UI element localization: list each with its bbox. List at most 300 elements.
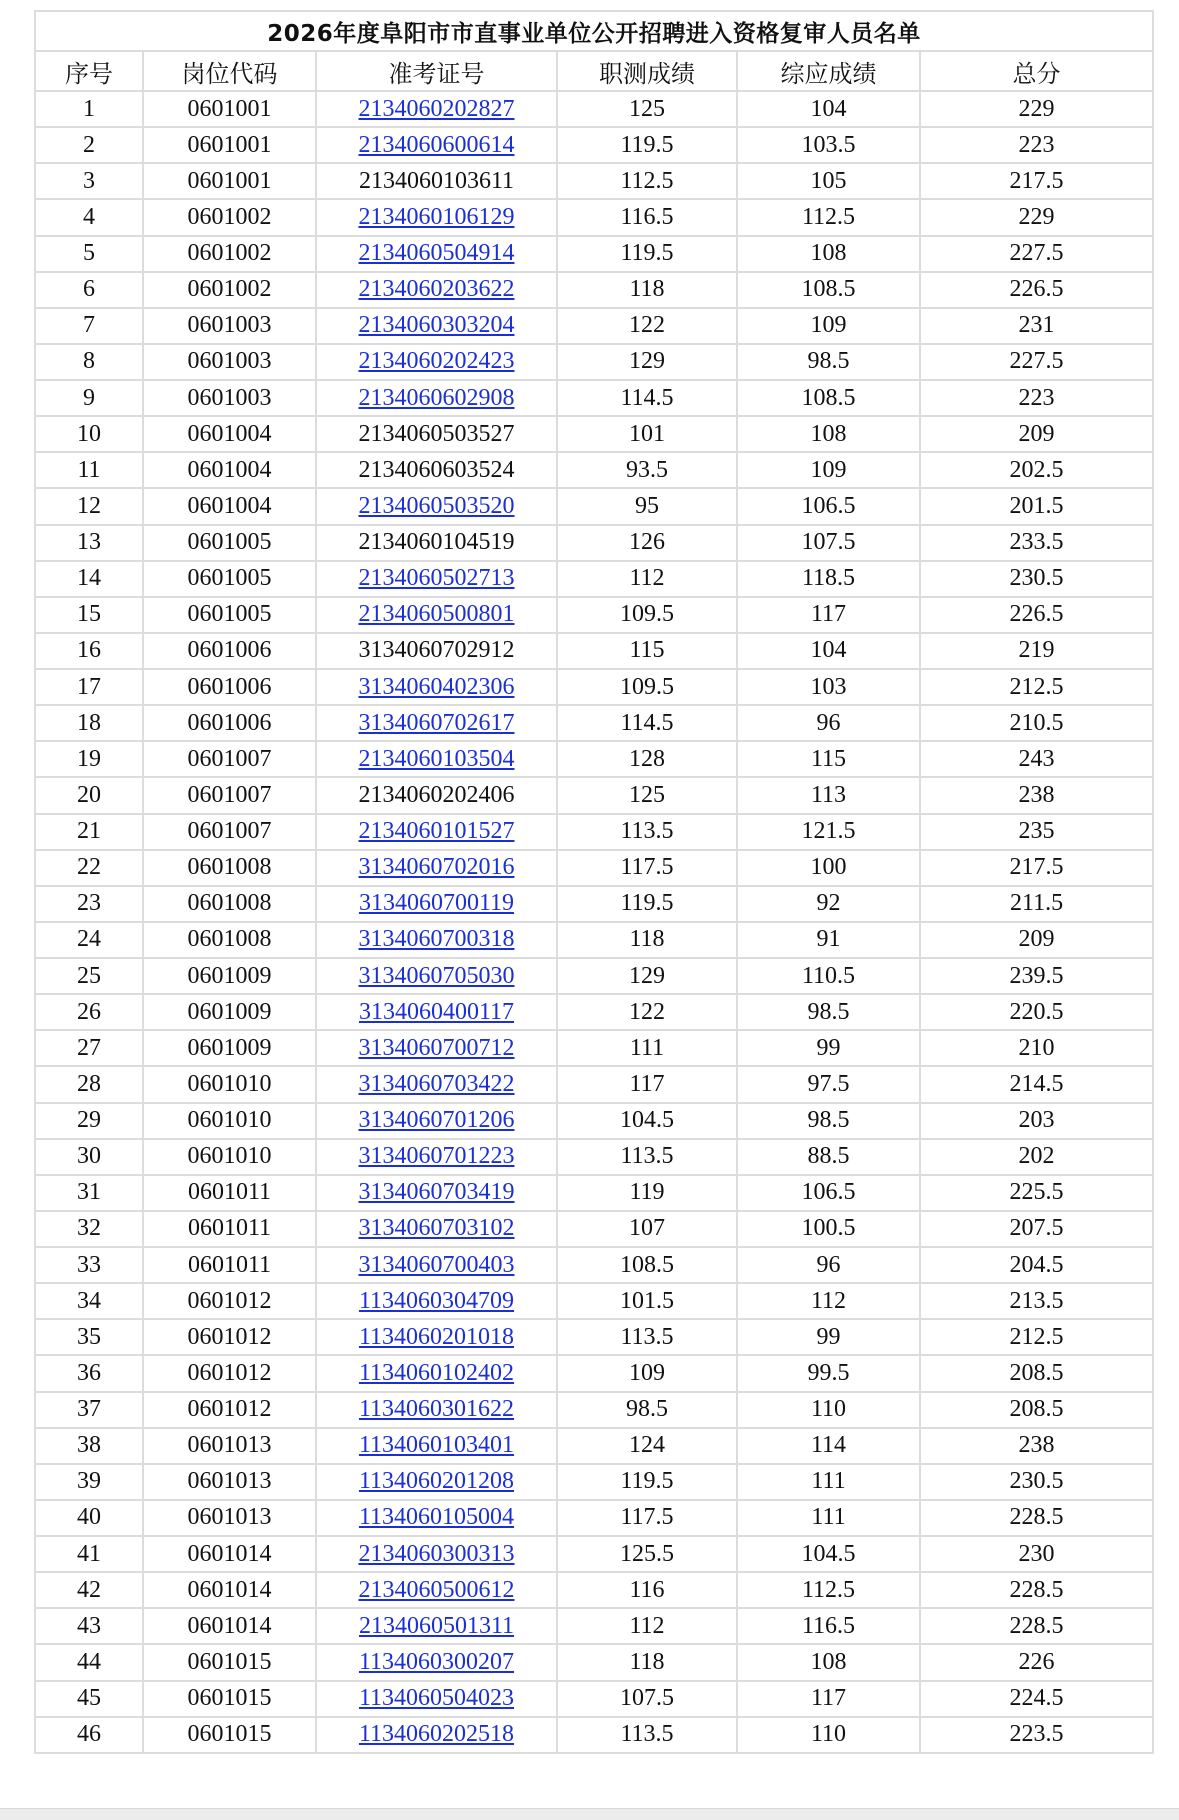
cell-post-code: 0601011 bbox=[144, 1212, 317, 1248]
cell-exam-id bbox=[317, 1212, 558, 1248]
cell-no: 28 bbox=[36, 1067, 144, 1103]
cell-aptitude-score: 115 bbox=[558, 634, 738, 670]
exam-id-link[interactable]: 3134060400117 bbox=[358, 998, 515, 1025]
cell-aptitude-score: 126 bbox=[558, 526, 738, 562]
table-row bbox=[36, 417, 1154, 453]
title-row bbox=[36, 12, 1154, 52]
table-row bbox=[36, 200, 1154, 236]
exam-id-link[interactable]: 3134060705030 bbox=[358, 962, 515, 989]
cell-total-score: 202.5 bbox=[921, 453, 1154, 489]
cell-exam-id bbox=[317, 1573, 558, 1609]
cell-no: 43 bbox=[36, 1609, 144, 1645]
cell-comprehensive-score: 110.5 bbox=[738, 959, 921, 995]
cell-exam-id bbox=[317, 706, 558, 742]
cell-comprehensive-score: 110 bbox=[738, 1393, 921, 1429]
cell-aptitude-score: 111 bbox=[558, 1031, 738, 1067]
table-row bbox=[36, 345, 1154, 381]
cell-post-code: 0601009 bbox=[144, 995, 317, 1031]
cell-aptitude-score: 112 bbox=[558, 1609, 738, 1645]
cell-exam-id bbox=[317, 128, 558, 164]
table-row bbox=[36, 128, 1154, 164]
cell-no: 17 bbox=[36, 670, 144, 706]
cell-no: 22 bbox=[36, 851, 144, 887]
cell-post-code: 0601015 bbox=[144, 1682, 317, 1718]
cell-post-code: 0601007 bbox=[144, 778, 317, 814]
cell-comprehensive-score: 109 bbox=[738, 309, 921, 345]
cell-aptitude-score: 112 bbox=[558, 562, 738, 598]
cell-no: 9 bbox=[36, 381, 144, 417]
cell-total-score: 243 bbox=[921, 742, 1154, 778]
cell-exam-id bbox=[317, 1104, 558, 1140]
cell-no: 6 bbox=[36, 273, 144, 309]
cell-post-code: 0601001 bbox=[144, 92, 317, 128]
cell-no: 18 bbox=[36, 706, 144, 742]
cell-total-score: 201.5 bbox=[921, 489, 1154, 525]
cell-post-code: 0601012 bbox=[144, 1320, 317, 1356]
cell-exam-id bbox=[317, 1537, 558, 1573]
cell-exam-id: 2134060202406 bbox=[317, 778, 558, 814]
exam-id-link[interactable]: 1134060301622 bbox=[358, 1396, 515, 1423]
exam-id-link[interactable]: 3134060700403 bbox=[358, 1251, 515, 1278]
cell-comprehensive-score: 98.5 bbox=[738, 1104, 921, 1140]
cell-exam-id bbox=[317, 1320, 558, 1356]
cell-exam-id bbox=[317, 923, 558, 959]
cell-post-code: 0601006 bbox=[144, 670, 317, 706]
cell-exam-id bbox=[317, 670, 558, 706]
cell-comprehensive-score: 98.5 bbox=[738, 345, 921, 381]
exam-id-link[interactable]: 3134060402306 bbox=[358, 673, 515, 700]
cell-exam-id bbox=[317, 200, 558, 236]
cell-comprehensive-score: 99 bbox=[738, 1320, 921, 1356]
cell-no: 25 bbox=[36, 959, 144, 995]
cell-exam-id bbox=[317, 887, 558, 923]
cell-total-score: 227.5 bbox=[921, 237, 1154, 273]
cell-post-code: 0601004 bbox=[144, 489, 317, 525]
cell-post-code: 0601008 bbox=[144, 887, 317, 923]
exam-id-link[interactable]: 2134060106129 bbox=[358, 203, 515, 230]
table-row bbox=[36, 851, 1154, 887]
cell-comprehensive-score: 117 bbox=[738, 1682, 921, 1718]
cell-aptitude-score: 119.5 bbox=[558, 1465, 738, 1501]
cell-comprehensive-score: 99.5 bbox=[738, 1356, 921, 1392]
exam-id-link[interactable]: 1134060504023 bbox=[358, 1685, 515, 1712]
exam-id-link[interactable]: 3134060701206 bbox=[358, 1107, 515, 1134]
col-header-comprehensive-score: 综应成绩 bbox=[738, 52, 921, 92]
exam-id-link[interactable]: 2134060503520 bbox=[358, 492, 515, 519]
table-row bbox=[36, 1501, 1154, 1537]
exam-id-link[interactable]: 3134060700119 bbox=[358, 890, 515, 917]
cell-exam-id bbox=[317, 1609, 558, 1645]
table-row bbox=[36, 381, 1154, 417]
cell-total-score: 238 bbox=[921, 1429, 1154, 1465]
cell-comprehensive-score: 111 bbox=[738, 1501, 921, 1537]
cell-no: 11 bbox=[36, 453, 144, 489]
cell-total-score: 220.5 bbox=[921, 995, 1154, 1031]
cell-post-code: 0601012 bbox=[144, 1284, 317, 1320]
exam-id-link[interactable]: 1134060304709 bbox=[358, 1287, 515, 1314]
exam-id-link[interactable]: 3134060703102 bbox=[358, 1215, 515, 1242]
cell-comprehensive-score: 104 bbox=[738, 92, 921, 128]
table-row bbox=[36, 309, 1154, 345]
cell-aptitude-score: 109.5 bbox=[558, 670, 738, 706]
results-table bbox=[34, 10, 1154, 1754]
cell-post-code: 0601012 bbox=[144, 1356, 317, 1392]
exam-id-link[interactable]: 2134060602908 bbox=[358, 384, 515, 411]
exam-id-link[interactable]: 1134060201208 bbox=[358, 1468, 515, 1495]
exam-id-link[interactable]: 2134060202827 bbox=[358, 95, 515, 122]
cell-aptitude-score: 125 bbox=[558, 778, 738, 814]
cell-post-code: 0601014 bbox=[144, 1573, 317, 1609]
cell-post-code: 0601001 bbox=[144, 164, 317, 200]
cell-total-score: 230 bbox=[921, 1537, 1154, 1573]
cell-exam-id bbox=[317, 562, 558, 598]
cell-exam-id bbox=[317, 1248, 558, 1284]
table-row bbox=[36, 778, 1154, 814]
cell-exam-id bbox=[317, 742, 558, 778]
cell-exam-id bbox=[317, 1682, 558, 1718]
cell-aptitude-score: 125.5 bbox=[558, 1537, 738, 1573]
cell-comprehensive-score: 103.5 bbox=[738, 128, 921, 164]
cell-post-code: 0601011 bbox=[144, 1176, 317, 1212]
cell-total-score: 208.5 bbox=[921, 1356, 1154, 1392]
cell-no: 1 bbox=[36, 92, 144, 128]
exam-id-link[interactable]: 3134060702016 bbox=[358, 854, 515, 881]
cell-comprehensive-score: 103 bbox=[738, 670, 921, 706]
cell-comprehensive-score: 99 bbox=[738, 1031, 921, 1067]
cell-no: 5 bbox=[36, 237, 144, 273]
cell-comprehensive-score: 100 bbox=[738, 851, 921, 887]
exam-id-link[interactable]: 3134060700318 bbox=[358, 926, 515, 953]
cell-exam-id bbox=[317, 273, 558, 309]
cell-exam-id bbox=[317, 1176, 558, 1212]
cell-no: 44 bbox=[36, 1645, 144, 1681]
cell-no: 27 bbox=[36, 1031, 144, 1067]
cell-no: 39 bbox=[36, 1465, 144, 1501]
cell-exam-id bbox=[317, 489, 558, 525]
cell-exam-id: 2134060103611 bbox=[317, 164, 558, 200]
table-row bbox=[36, 995, 1154, 1031]
cell-total-score: 226 bbox=[921, 1645, 1154, 1681]
cell-comprehensive-score: 96 bbox=[738, 1248, 921, 1284]
cell-aptitude-score: 117 bbox=[558, 1067, 738, 1103]
cell-comprehensive-score: 109 bbox=[738, 453, 921, 489]
cell-total-score: 210.5 bbox=[921, 706, 1154, 742]
cell-comprehensive-score: 106.5 bbox=[738, 489, 921, 525]
exam-id-link[interactable]: 1134060105004 bbox=[358, 1504, 515, 1531]
table-row bbox=[36, 92, 1154, 128]
exam-id-link[interactable]: 2134060504914 bbox=[358, 240, 515, 267]
table-row bbox=[36, 887, 1154, 923]
exam-id-link[interactable]: 3134060700712 bbox=[358, 1034, 515, 1061]
cell-aptitude-score: 98.5 bbox=[558, 1393, 738, 1429]
table-row bbox=[36, 1393, 1154, 1429]
exam-id-link[interactable]: 3134060702617 bbox=[358, 709, 515, 736]
cell-exam-id bbox=[317, 1465, 558, 1501]
exam-id-link[interactable]: 3134060703419 bbox=[358, 1179, 515, 1206]
cell-post-code: 0601012 bbox=[144, 1393, 317, 1429]
cell-total-score: 238 bbox=[921, 778, 1154, 814]
cell-post-code: 0601001 bbox=[144, 128, 317, 164]
table-row bbox=[36, 1573, 1154, 1609]
cell-exam-id bbox=[317, 381, 558, 417]
table-row bbox=[36, 273, 1154, 309]
cell-post-code: 0601015 bbox=[144, 1718, 317, 1754]
cell-aptitude-score: 101 bbox=[558, 417, 738, 453]
cell-post-code: 0601004 bbox=[144, 453, 317, 489]
exam-id-link[interactable]: 1134060102402 bbox=[358, 1359, 515, 1386]
exam-id-link[interactable]: 3134060701223 bbox=[358, 1143, 515, 1170]
cell-post-code: 0601002 bbox=[144, 273, 317, 309]
cell-post-code: 0601002 bbox=[144, 237, 317, 273]
cell-total-score: 219 bbox=[921, 634, 1154, 670]
cell-total-score: 212.5 bbox=[921, 1320, 1154, 1356]
exam-id-link[interactable]: 2134060501311 bbox=[358, 1612, 515, 1639]
cell-exam-id bbox=[317, 1429, 558, 1465]
table-row bbox=[36, 1465, 1154, 1501]
cell-aptitude-score: 119.5 bbox=[558, 128, 738, 164]
cell-post-code: 0601013 bbox=[144, 1501, 317, 1537]
exam-id-link[interactable]: 2134060300313 bbox=[358, 1540, 515, 1567]
table-row bbox=[36, 742, 1154, 778]
cell-total-score: 202 bbox=[921, 1140, 1154, 1176]
exam-id-link[interactable]: 2134060500801 bbox=[358, 601, 515, 628]
exam-id-link[interactable]: 1134060103401 bbox=[358, 1432, 515, 1459]
cell-no: 38 bbox=[36, 1429, 144, 1465]
table-row bbox=[36, 1031, 1154, 1067]
exam-id-link[interactable]: 2134060101527 bbox=[358, 818, 515, 845]
cell-no: 32 bbox=[36, 1212, 144, 1248]
cell-total-score: 217.5 bbox=[921, 851, 1154, 887]
cell-comprehensive-score: 112 bbox=[738, 1284, 921, 1320]
cell-aptitude-score: 117.5 bbox=[558, 851, 738, 887]
cell-comprehensive-score: 108 bbox=[738, 237, 921, 273]
exam-id-link[interactable]: 2134060202423 bbox=[358, 348, 515, 375]
table-row bbox=[36, 1537, 1154, 1573]
cell-total-score: 228.5 bbox=[921, 1501, 1154, 1537]
table-row bbox=[36, 1320, 1154, 1356]
col-header-exam-id: 准考证号 bbox=[317, 52, 558, 92]
exam-id-link[interactable]: 3134060703422 bbox=[358, 1070, 515, 1097]
table-row bbox=[36, 1429, 1154, 1465]
cell-total-score: 230.5 bbox=[921, 562, 1154, 598]
cell-comprehensive-score: 105 bbox=[738, 164, 921, 200]
exam-id-link[interactable]: 2134060600614 bbox=[358, 131, 515, 158]
cell-aptitude-score: 93.5 bbox=[558, 453, 738, 489]
cell-no: 4 bbox=[36, 200, 144, 236]
cell-exam-id: 2134060503527 bbox=[317, 417, 558, 453]
cell-post-code: 0601008 bbox=[144, 923, 317, 959]
cell-comprehensive-score: 97.5 bbox=[738, 1067, 921, 1103]
cell-no: 37 bbox=[36, 1393, 144, 1429]
cell-no: 3 bbox=[36, 164, 144, 200]
cell-no: 19 bbox=[36, 742, 144, 778]
exam-id-link[interactable]: 1134060202518 bbox=[358, 1721, 515, 1748]
exam-id-link[interactable]: 1134060300207 bbox=[358, 1648, 515, 1675]
cell-aptitude-score: 116 bbox=[558, 1573, 738, 1609]
cell-comprehensive-score: 104 bbox=[738, 634, 921, 670]
table-row bbox=[36, 1682, 1154, 1718]
table-row bbox=[36, 1718, 1154, 1754]
cell-exam-id bbox=[317, 1501, 558, 1537]
cell-aptitude-score: 118 bbox=[558, 923, 738, 959]
cell-post-code: 0601003 bbox=[144, 345, 317, 381]
exam-id-link[interactable]: 2134060103504 bbox=[358, 745, 515, 772]
cell-aptitude-score: 124 bbox=[558, 1429, 738, 1465]
table-row bbox=[36, 1284, 1154, 1320]
cell-no: 26 bbox=[36, 995, 144, 1031]
cell-comprehensive-score: 110 bbox=[738, 1718, 921, 1754]
table-row bbox=[36, 959, 1154, 995]
table-row bbox=[36, 1609, 1154, 1645]
cell-aptitude-score: 108.5 bbox=[558, 1248, 738, 1284]
cell-total-score: 228.5 bbox=[921, 1609, 1154, 1645]
cell-exam-id bbox=[317, 309, 558, 345]
table-row bbox=[36, 489, 1154, 525]
cell-exam-id bbox=[317, 1140, 558, 1176]
table-row bbox=[36, 1248, 1154, 1284]
cell-post-code: 0601015 bbox=[144, 1645, 317, 1681]
cell-post-code: 0601013 bbox=[144, 1429, 317, 1465]
cell-post-code: 0601009 bbox=[144, 1031, 317, 1067]
cell-aptitude-score: 113.5 bbox=[558, 815, 738, 851]
cell-post-code: 0601005 bbox=[144, 598, 317, 634]
cell-no: 30 bbox=[36, 1140, 144, 1176]
table-row bbox=[36, 237, 1154, 273]
cell-exam-id bbox=[317, 1067, 558, 1103]
table-row bbox=[36, 706, 1154, 742]
cell-total-score: 213.5 bbox=[921, 1284, 1154, 1320]
cell-aptitude-score: 113.5 bbox=[558, 1718, 738, 1754]
cell-total-score: 235 bbox=[921, 815, 1154, 851]
cell-aptitude-score: 118 bbox=[558, 273, 738, 309]
cell-no: 7 bbox=[36, 309, 144, 345]
bottom-edge-bar bbox=[0, 1808, 1179, 1820]
cell-comprehensive-score: 106.5 bbox=[738, 1176, 921, 1212]
cell-post-code: 0601002 bbox=[144, 200, 317, 236]
cell-exam-id bbox=[317, 815, 558, 851]
cell-post-code: 0601013 bbox=[144, 1465, 317, 1501]
cell-post-code: 0601009 bbox=[144, 959, 317, 995]
cell-total-score: 210 bbox=[921, 1031, 1154, 1067]
page-title: 2026年度阜阳市市直事业单位公开招聘进入资格复审人员名单 bbox=[36, 12, 1154, 52]
cell-post-code: 0601010 bbox=[144, 1104, 317, 1140]
table-row bbox=[36, 923, 1154, 959]
cell-no: 13 bbox=[36, 526, 144, 562]
cell-comprehensive-score: 118.5 bbox=[738, 562, 921, 598]
table-row bbox=[36, 164, 1154, 200]
cell-comprehensive-score: 108 bbox=[738, 1645, 921, 1681]
exam-id-link[interactable]: 2134060500612 bbox=[358, 1576, 515, 1603]
cell-comprehensive-score: 98.5 bbox=[738, 995, 921, 1031]
cell-exam-id bbox=[317, 598, 558, 634]
cell-post-code: 0601004 bbox=[144, 417, 317, 453]
cell-comprehensive-score: 112.5 bbox=[738, 200, 921, 236]
cell-aptitude-score: 101.5 bbox=[558, 1284, 738, 1320]
cell-no: 34 bbox=[36, 1284, 144, 1320]
cell-exam-id bbox=[317, 995, 558, 1031]
cell-comprehensive-score: 113 bbox=[738, 778, 921, 814]
exam-id-link[interactable]: 2134060203622 bbox=[358, 276, 515, 303]
cell-no: 24 bbox=[36, 923, 144, 959]
cell-comprehensive-score: 112.5 bbox=[738, 1573, 921, 1609]
cell-aptitude-score: 114.5 bbox=[558, 706, 738, 742]
cell-no: 33 bbox=[36, 1248, 144, 1284]
cell-total-score: 228.5 bbox=[921, 1573, 1154, 1609]
cell-no: 12 bbox=[36, 489, 144, 525]
cell-total-score: 203 bbox=[921, 1104, 1154, 1140]
cell-exam-id bbox=[317, 1284, 558, 1320]
cell-comprehensive-score: 92 bbox=[738, 887, 921, 923]
cell-comprehensive-score: 107.5 bbox=[738, 526, 921, 562]
cell-aptitude-score: 116.5 bbox=[558, 200, 738, 236]
cell-post-code: 0601006 bbox=[144, 706, 317, 742]
cell-no: 2 bbox=[36, 128, 144, 164]
table-row bbox=[36, 562, 1154, 598]
cell-no: 20 bbox=[36, 778, 144, 814]
cell-no: 8 bbox=[36, 345, 144, 381]
cell-exam-id bbox=[317, 1356, 558, 1392]
cell-no: 10 bbox=[36, 417, 144, 453]
cell-post-code: 0601011 bbox=[144, 1248, 317, 1284]
col-header-total-score: 总分 bbox=[921, 52, 1154, 92]
cell-total-score: 230.5 bbox=[921, 1465, 1154, 1501]
cell-post-code: 0601008 bbox=[144, 851, 317, 887]
cell-total-score: 207.5 bbox=[921, 1212, 1154, 1248]
cell-post-code: 0601006 bbox=[144, 634, 317, 670]
cell-comprehensive-score: 104.5 bbox=[738, 1537, 921, 1573]
exam-id-link[interactable]: 2134060303204 bbox=[358, 312, 515, 339]
table-row bbox=[36, 1104, 1154, 1140]
cell-aptitude-score: 95 bbox=[558, 489, 738, 525]
cell-no: 35 bbox=[36, 1320, 144, 1356]
cell-total-score: 224.5 bbox=[921, 1682, 1154, 1718]
cell-no: 40 bbox=[36, 1501, 144, 1537]
cell-no: 41 bbox=[36, 1537, 144, 1573]
table-row bbox=[36, 1212, 1154, 1248]
cell-exam-id: 2134060104519 bbox=[317, 526, 558, 562]
cell-aptitude-score: 119 bbox=[558, 1176, 738, 1212]
cell-aptitude-score: 107 bbox=[558, 1212, 738, 1248]
cell-total-score: 217.5 bbox=[921, 164, 1154, 200]
cell-aptitude-score: 109.5 bbox=[558, 598, 738, 634]
table-body bbox=[36, 92, 1154, 1754]
exam-id-link[interactable]: 1134060201018 bbox=[358, 1323, 515, 1350]
exam-id-link[interactable]: 2134060502713 bbox=[358, 565, 515, 592]
table-row bbox=[36, 598, 1154, 634]
cell-post-code: 0601005 bbox=[144, 562, 317, 598]
table-row bbox=[36, 634, 1154, 670]
cell-total-score: 223 bbox=[921, 128, 1154, 164]
cell-exam-id bbox=[317, 1031, 558, 1067]
cell-total-score: 209 bbox=[921, 417, 1154, 453]
cell-aptitude-score: 107.5 bbox=[558, 1682, 738, 1718]
cell-aptitude-score: 104.5 bbox=[558, 1104, 738, 1140]
cell-total-score: 204.5 bbox=[921, 1248, 1154, 1284]
cell-exam-id bbox=[317, 851, 558, 887]
cell-exam-id bbox=[317, 1718, 558, 1754]
cell-total-score: 239.5 bbox=[921, 959, 1154, 995]
cell-comprehensive-score: 96 bbox=[738, 706, 921, 742]
cell-comprehensive-score: 91 bbox=[738, 923, 921, 959]
cell-no: 36 bbox=[36, 1356, 144, 1392]
header-row bbox=[36, 52, 1154, 92]
cell-total-score: 226.5 bbox=[921, 273, 1154, 309]
table-row bbox=[36, 1067, 1154, 1103]
cell-no: 14 bbox=[36, 562, 144, 598]
cell-comprehensive-score: 100.5 bbox=[738, 1212, 921, 1248]
cell-aptitude-score: 117.5 bbox=[558, 1501, 738, 1537]
table-row bbox=[36, 453, 1154, 489]
